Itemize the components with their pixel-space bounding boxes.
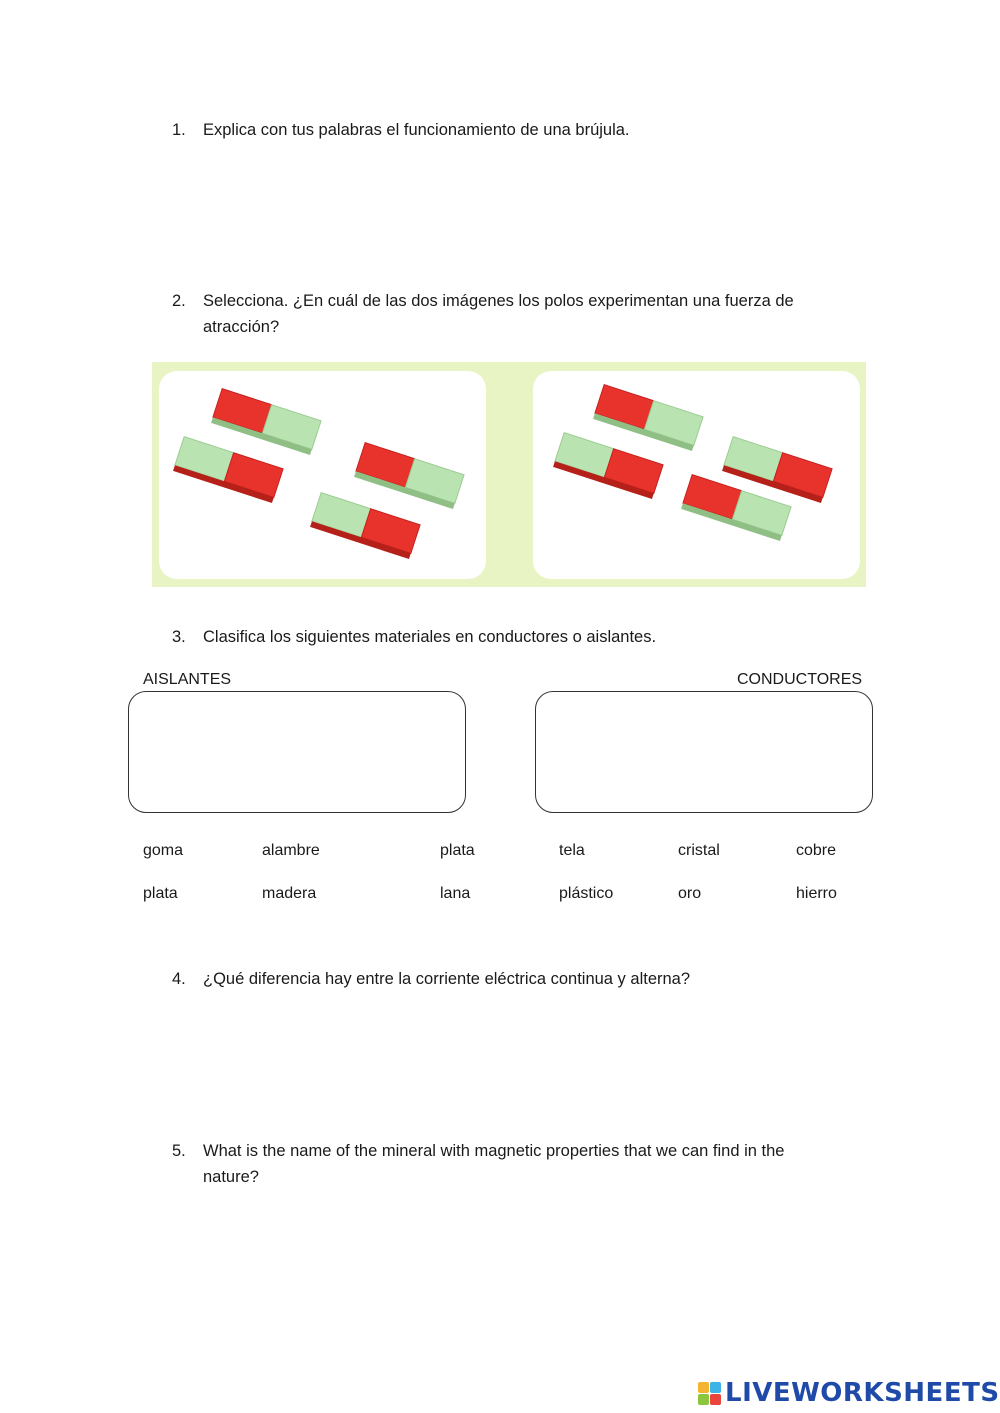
question-number: 4. [172, 970, 186, 988]
question-4 [172, 966, 832, 992]
magnet [310, 493, 420, 559]
question-5 [172, 1138, 832, 1190]
magnets-right-illustration [533, 371, 860, 579]
material-word[interactable]: cobre [796, 842, 837, 859]
material-word[interactable]: lana [440, 885, 471, 902]
material-word[interactable]: plata [440, 842, 475, 859]
material-word[interactable]: cristal [678, 842, 720, 859]
question-number: 2. [172, 292, 186, 310]
magnet [173, 437, 283, 503]
magnet [211, 389, 321, 455]
aislantes-label: AISLANTES [143, 671, 232, 688]
question-number: 3. [172, 628, 186, 646]
material-word[interactable]: oro [678, 885, 702, 902]
conductores-label: CONDUCTORES [737, 671, 863, 688]
question-text: What is the name of the mineral with magnetic properties that we can find in the nature? [203, 1142, 785, 1186]
question-text: Explica con tus palabras el funcionamiento de una brújula. [203, 121, 630, 139]
question-text: Clasifica los siguientes materiales en conductores o aislantes. [203, 628, 657, 646]
conductores-drop-zone[interactable] [535, 691, 873, 813]
aislantes-drop-zone[interactable] [128, 691, 466, 813]
magnet-option-left[interactable] [159, 371, 486, 579]
magnets-left-illustration [159, 371, 486, 579]
material-word[interactable]: plástico [559, 885, 614, 902]
magnet [593, 385, 703, 451]
material-word[interactable]: plata [143, 885, 178, 902]
question-1 [172, 117, 832, 143]
brand-text: LIVEWORKSHEETS [725, 1378, 1000, 1408]
question-number: 5. [172, 1142, 186, 1160]
magnet [354, 443, 464, 509]
question-2 [172, 288, 832, 340]
material-word[interactable]: goma [143, 842, 184, 859]
magnets-image-panel [152, 362, 866, 587]
magnet [553, 433, 663, 499]
question-3 [172, 624, 832, 650]
question-text: Selecciona. ¿En cuál de las dos imágenes los polos experimentan una fuerza de atracción? [203, 292, 794, 336]
magnet-option-right[interactable] [533, 371, 860, 579]
question-number: 1. [172, 121, 186, 139]
material-word[interactable]: hierro [796, 885, 837, 902]
material-word[interactable]: alambre [262, 842, 320, 859]
material-word[interactable]: madera [262, 885, 317, 902]
question-text: ¿Qué diferencia hay entre la corriente eléctrica continua y alterna? [203, 970, 691, 988]
liveworksheets-logo-icon [698, 1382, 721, 1405]
material-word[interactable]: tela [559, 842, 585, 859]
liveworksheets-brand [698, 1376, 1000, 1410]
